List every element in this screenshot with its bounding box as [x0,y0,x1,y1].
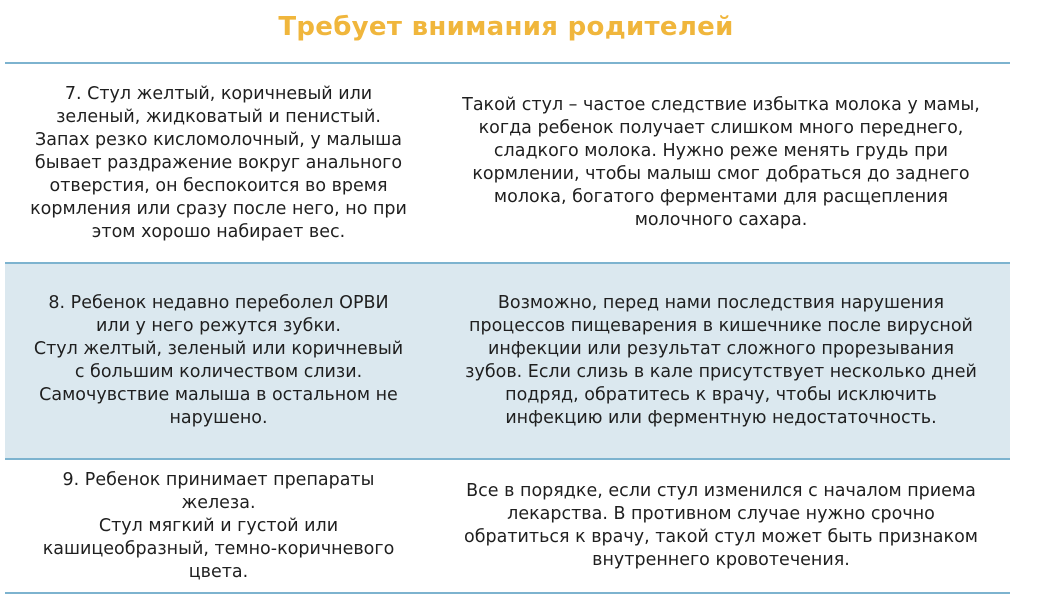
condition-cell: 7. Стул желтый, коричневый или зеленый, жидковатый и пенистый. Запах резко кисломолочный, у малыша бывает раздражение вокруг анального отверстия, он беспокоится во время кормления или сразу после него, но при этом хорошо набирает вес. [30,83,407,242]
condition-cell: 8. Ребенок недавно переболел ОРВИ или у него режутся зубки. Стул желтый, зеленый или коричневый с большим количеством слизи. Самочувствие малыша в остальном не нарушено. [33,293,404,428]
explanation-cell: Все в порядке, если стул изменился с началом приема лекарства. В противном случае нужно срочно обратиться к врачу, такой стул может быть признаком внутреннего кровотечения. [463,481,979,570]
page-title: Требует внимания родителей [278,12,734,42]
table-row [5,264,1010,460]
explanation-cell: Такой стул – частое следствие избытка молока у мамы, когда ребенок получает слишком много переднего, сладкого молока. Нужно реже менять грудь при кормлении, чтобы малыш смог добраться до заднего молока, богатого ферментами для расщепления молочного сахара. [462,95,980,230]
table-row [5,64,1010,264]
table-row [5,460,1010,594]
condition-cell: 9. Ребенок принимает препараты железа. Стул мягкий и густой или кашицеобразный, темно-коричневого цвета. [42,469,395,582]
info-table [5,62,1010,594]
explanation-cell: Возможно, перед нами последствия нарушения процессов пищеварения в кишечнике после вирусной инфекции или результат сложного прорезывания зубов. Если слизь в кале присутствует несколько дней подряд, обратитесь к врачу, чтобы исключить инфекцию или ферментную недостаточность. [465,293,977,428]
